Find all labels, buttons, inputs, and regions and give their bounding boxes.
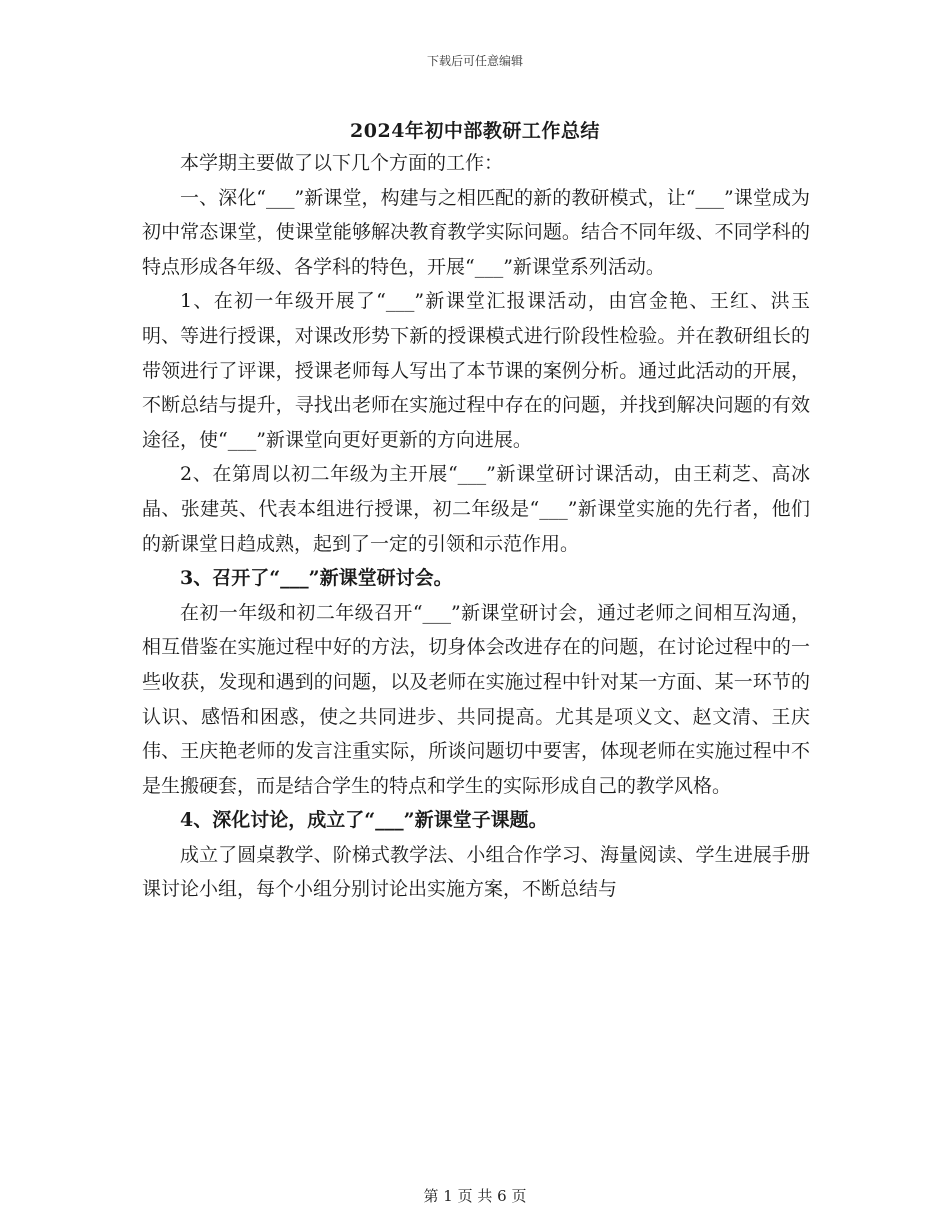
heading-item-3: 3、召开了“___”新课堂研讨会。	[180, 567, 453, 590]
paragraph-section-1: 一、深化“___”新课堂，构建与之相匹配的新的教研模式，让“___”课堂成为初中常态课堂，使课堂能够解决教育教学实际问题。结合不同年级、不同学科的特点形成各年级、各学科的特色，开展“___”新课堂系列活动。	[142, 186, 810, 278]
page-number: 第 1 页 共 6 页	[423, 1187, 527, 1205]
document-title: 2024年初中部教研工作总结	[350, 120, 600, 142]
paragraph-item-3: 在初一年级和初二年级召开“___”新课堂研讨会，通过老师之间相互沟通，相互借鉴在实施过程中好的方法，切身体会改进存在的问题，在讨论过程中的一些收获，发现和遇到的问题，以及老师在实施过程中针对某一方面、某一环节的认识、感悟和困惑，使之共同进步、共同提高。尤其是项义文、赵文清、王庆伟、王庆艳老师的发言注重实际，所谈问题切中要害，体现老师在实施过程中不是生搬硬套，而是结合学生的特点和学生的实际形成自己的教学风格。	[142, 601, 810, 797]
paragraph-item-4: 成立了圆桌教学、阶梯式教学法、小组合作学习、海量阅读、学生进展手册课讨论小组，每个小组分别讨论出实施方案，不断总结与	[142, 843, 810, 901]
heading-item-4: 4、深化讨论，成立了“___”新课堂子课题。	[180, 809, 548, 832]
header-note: 下载后可任意编辑	[426, 54, 523, 68]
paragraph-intro: 本学期主要做了以下几个方面的工作：	[180, 152, 504, 174]
paragraph-item-1: 1、在初一年级开展了“___”新课堂汇报课活动，由宫金艳、王红、洪玉明、等进行授课，对课改形势下新的授课模式进行阶段性检验。并在教研组长的带领进行了评课，授课老师每人写出了本节课的案例分析。通过此活动的开展，不断总结与提升，寻找出老师在实施过程中存在的问题，并找到解决问题的有效途径，使“___”新课堂向更好更新的方向进展。	[142, 290, 810, 451]
document-body	[142, 146, 810, 907]
paragraph-item-2: 2、在第周以初二年级为主开展“___”新课堂研讨课活动，由王莉芝、高冰晶、张建英、代表本组进行授课，初二年级是“___”新课堂实施的先行者，他们的新课堂日趋成熟，起到了一定的引领和示范作用。	[142, 463, 810, 555]
